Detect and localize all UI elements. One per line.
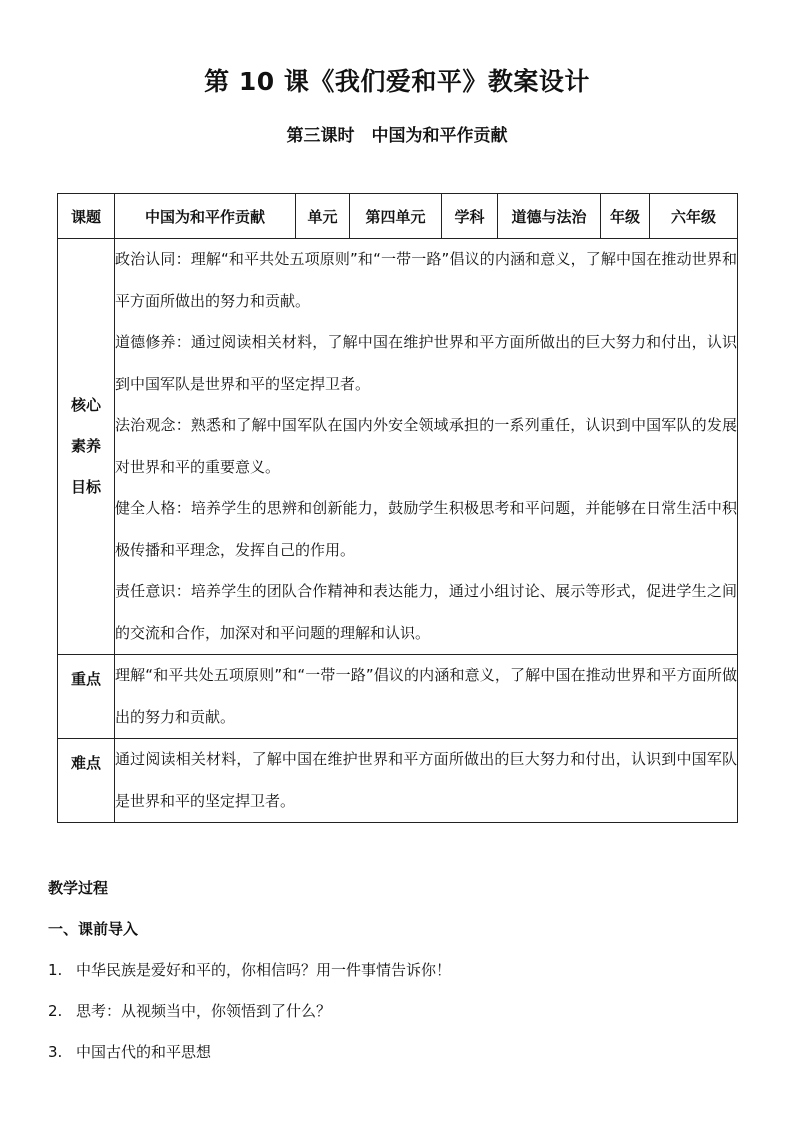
key-point-text: 理解“和平共处五项原则”和“一带一路”倡议的内涵和意义，了解中国在推动世界和平方面所做出的努力和贡献。 bbox=[115, 655, 738, 739]
key-point-label: 重点 bbox=[58, 655, 115, 739]
document-title: 第 10 课《我们爱和平》教案设计 bbox=[204, 67, 590, 96]
goal-moral-cultivation: 道德修养：通过阅读相关材料，了解中国在维护世界和平方面所做出的巨大努力和付出，认识到中国军队是世界和平的坚定捍卫者。 bbox=[115, 333, 737, 393]
subject-label: 学科 bbox=[442, 194, 498, 239]
subject-value: 道德与法治 bbox=[498, 194, 601, 239]
lesson-subtitle: 第三课时 中国为和平作贡献 bbox=[286, 126, 508, 146]
core-literacy-label: 核心 素养 目标 bbox=[58, 239, 115, 655]
list-item: 3. 中国古代的和平思想 bbox=[48, 1043, 212, 1061]
goal-sound-personality: 健全人格：培养学生的思辨和创新能力，鼓励学生积极思考和平问题，并能够在日常生活中积极传播和平理念，发挥自己的作用。 bbox=[115, 499, 737, 559]
core-literacy-row bbox=[58, 239, 738, 655]
core-literacy-content bbox=[115, 239, 738, 655]
key-point-row bbox=[58, 655, 738, 739]
lesson-plan-table bbox=[57, 193, 738, 823]
difficulty-text: 通过阅读相关材料，了解中国在维护世界和平方面所做出的巨大努力和付出，认识到中国军队是世界和平的坚定捍卫者。 bbox=[115, 739, 738, 823]
grade-label: 年级 bbox=[601, 194, 650, 239]
grade-value: 六年级 bbox=[650, 194, 738, 239]
goal-political-identity: 政治认同：理解“和平共处五项原则”和“一带一路”倡议的内涵和意义，了解中国在推动世界和平方面所做出的努力和贡献。 bbox=[115, 250, 737, 310]
goal-rule-of-law: 法治观念：熟悉和了解中国军队在国内外安全领域承担的一系列重任，认识到中国军队的发展对世界和平的重要意义。 bbox=[115, 416, 737, 476]
teaching-process-heading: 教学过程 bbox=[48, 879, 109, 897]
difficulty-row bbox=[58, 739, 738, 823]
list-item: 1. 中华民族是爱好和平的，你相信吗？用一件事情告诉你！ bbox=[48, 961, 452, 979]
list-item: 2. 思考：从视频当中，你领悟到了什么？ bbox=[48, 1002, 332, 1020]
unit-value: 第四单元 bbox=[350, 194, 442, 239]
topic-value: 中国为和平作贡献 bbox=[115, 194, 296, 239]
table-header-row bbox=[58, 194, 738, 239]
section-pre-class-intro: 一、课前导入 bbox=[48, 920, 139, 938]
goal-responsibility: 责任意识：培养学生的团队合作精神和表达能力，通过小组讨论、展示等形式，促进学生之间的交流和合作，加深对和平问题的理解和认识。 bbox=[115, 582, 737, 642]
unit-label: 单元 bbox=[296, 194, 350, 239]
topic-label: 课题 bbox=[58, 194, 115, 239]
difficulty-label: 难点 bbox=[58, 739, 115, 823]
